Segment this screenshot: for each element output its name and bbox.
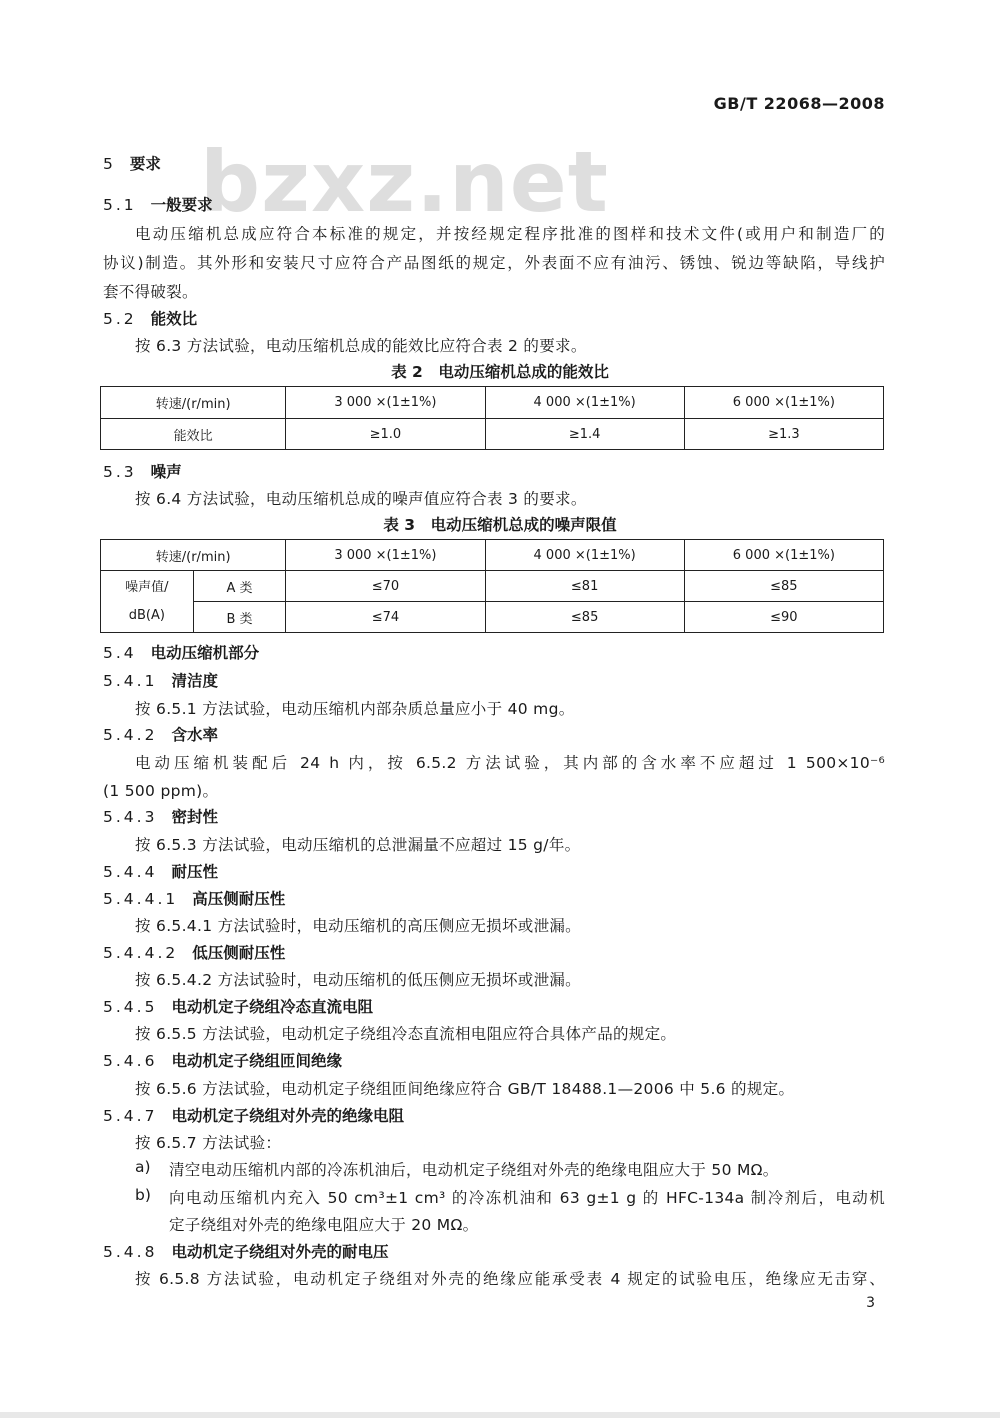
table-cell: ≤90 <box>684 602 883 633</box>
section-title: 电动压缩机部分 <box>150 644 260 662</box>
section-title: 清洁度 <box>171 672 218 690</box>
section-title: 高压侧耐压性 <box>192 890 286 908</box>
section-title: 密封性 <box>171 808 218 826</box>
section-5-4-4-2-heading <box>103 941 285 963</box>
section-title: 耐压性 <box>171 863 218 881</box>
section-title: 要求 <box>129 155 161 173</box>
table-cell: ≥1.4 <box>485 419 684 450</box>
section-5-4-1-heading <box>103 669 218 691</box>
table-3 <box>100 539 884 633</box>
table-row-label: B 类 <box>193 602 286 633</box>
section-number: 5.4.6 <box>103 1052 158 1070</box>
paragraph: 电动压缩机装配后 24 h 内，按 6.5.2 方法试验，其内部的含水率不应超过 1 500×10⁻⁶ <box>135 754 885 772</box>
section-title: 含水率 <box>171 726 218 744</box>
paragraph: 按 6.3 方法试验，电动压缩机总成的能效比应符合表 2 的要求。 <box>135 337 587 355</box>
section-5-3-heading <box>103 460 182 482</box>
section-5-4-5-heading <box>103 995 373 1017</box>
paragraph: 按 6.5.4.1 方法试验时，电动压缩机的高压侧应无损坏或泄漏。 <box>135 917 581 935</box>
section-number: 5.4.5 <box>103 998 158 1016</box>
section-5-heading <box>103 152 161 174</box>
section-5-4-4-1-heading <box>103 887 285 909</box>
table-header-cell: 转速/(r/min) <box>101 387 286 419</box>
group-label-line: 噪声值/ <box>125 579 169 595</box>
table-header-cell: 3 000 ×(1±1%) <box>286 540 485 571</box>
section-5-4-7-heading <box>103 1104 404 1126</box>
list-item-text: 向电动压缩机内充入 50 cm³±1 cm³ 的冷冻机油和 63 g±1 g 的 HFC-134a 制冷剂后，电动机 <box>169 1189 885 1207</box>
section-5-4-8-heading <box>103 1240 388 1262</box>
watermark: bzxz.net <box>200 133 609 231</box>
list-item-text: 清空电动压缩机内部的冷冻机油后，电动机定子绕组对外壳的绝缘电阻应大于 50 MΩ。 <box>169 1161 779 1179</box>
section-title: 电动机定子绕组匝间绝缘 <box>171 1052 342 1070</box>
section-5-4-3-heading <box>103 805 218 827</box>
paragraph: 按 6.5.3 方法试验，电动压缩机的总泄漏量不应超过 15 g/年。 <box>135 836 581 854</box>
paragraph: 电动压缩机总成应符合本标准的规定，并按经规定程序批准的图样和技术文件(或用户和制造厂的 <box>135 225 885 243</box>
table-header-cell: 转速/(r/min) <box>101 540 286 571</box>
paragraph: 按 6.5.1 方法试验，电动压缩机内部杂质总量应小于 40 mg。 <box>135 700 575 718</box>
table-2-caption: 表 2 电动压缩机总成的能效比 <box>391 363 609 381</box>
paragraph: 按 6.5.7 方法试验： <box>135 1134 282 1152</box>
section-number: 5 <box>103 155 116 173</box>
table-row-label: A 类 <box>193 571 286 602</box>
paragraph: 协议)制造。其外形和安装尺寸应符合产品图纸的规定，外表面不应有油污、锈蚀、锐边等缺陷，导线护 <box>103 254 885 272</box>
table-cell: ≤85 <box>684 571 883 602</box>
section-5-1-heading <box>103 193 213 215</box>
section-5-2-heading <box>103 307 197 329</box>
section-number: 5.2 <box>103 310 137 328</box>
section-title: 噪声 <box>150 463 182 481</box>
table-cell: ≤74 <box>286 602 485 633</box>
paragraph: 按 6.5.8 方法试验，电动机定子绕组对外壳的绝缘应能承受表 4 规定的试验电压，绝缘应无击穿、 <box>135 1270 885 1288</box>
section-title: 一般要求 <box>150 196 213 214</box>
section-title: 电动机定子绕组对外壳的绝缘电阻 <box>171 1107 404 1125</box>
list-marker: a) <box>135 1158 151 1176</box>
section-5-4-2-heading <box>103 723 218 745</box>
section-number: 5.4.8 <box>103 1243 158 1261</box>
table-cell: ≥1.0 <box>286 419 485 450</box>
section-title: 电动机定子绕组对外壳的耐电压 <box>171 1243 389 1261</box>
section-number: 5.1 <box>103 196 137 214</box>
section-number: 5.4.4.2 <box>103 944 179 962</box>
table-header-cell: 6 000 ×(1±1%) <box>684 387 883 419</box>
section-5-4-6-heading <box>103 1049 342 1071</box>
scan-edge <box>0 1412 1000 1418</box>
section-number: 5.4.4.1 <box>103 890 179 908</box>
section-number: 5.4 <box>103 644 137 662</box>
page-number: 3 <box>866 1295 875 1311</box>
table-cell: ≥1.3 <box>684 419 883 450</box>
section-5-4-4-heading <box>103 860 218 882</box>
standard-number: GB/T 22068—2008 <box>713 94 885 113</box>
table-cell: ≤81 <box>485 571 684 602</box>
section-title: 能效比 <box>150 310 198 328</box>
table-group-label <box>101 571 194 633</box>
section-title: 电动机定子绕组冷态直流电阻 <box>171 998 373 1016</box>
table-2 <box>100 386 884 450</box>
paragraph: 按 6.5.6 方法试验，电动机定子绕组匝间绝缘应符合 GB/T 18488.1—2006 中 5.6 的规定。 <box>135 1080 795 1098</box>
table-cell: ≤85 <box>485 602 684 633</box>
paragraph: 按 6.5.5 方法试验，电动机定子绕组冷态直流相电阻应符合具体产品的规定。 <box>135 1025 677 1043</box>
paragraph: 套不得破裂。 <box>103 283 198 301</box>
section-number: 5.4.1 <box>103 672 158 690</box>
table-header-cell: 4 000 ×(1±1%) <box>485 387 684 419</box>
paragraph: (1 500 ppm)。 <box>103 782 219 800</box>
section-number: 5.4.7 <box>103 1107 158 1125</box>
paragraph: 按 6.4 方法试验，电动压缩机总成的噪声值应符合表 3 的要求。 <box>135 490 587 508</box>
table-header-cell: 6 000 ×(1±1%) <box>684 540 883 571</box>
table-header-cell: 3 000 ×(1±1%) <box>286 387 485 419</box>
list-marker: b) <box>135 1186 151 1204</box>
section-number: 5.4.3 <box>103 808 158 826</box>
paragraph: 按 6.5.4.2 方法试验时，电动压缩机的低压侧应无损坏或泄漏。 <box>135 971 581 989</box>
section-title: 低压侧耐压性 <box>192 944 286 962</box>
table-3-caption: 表 3 电动压缩机总成的噪声限值 <box>383 516 617 534</box>
table-cell: ≤70 <box>286 571 485 602</box>
group-label-line: dB(A) <box>128 607 165 623</box>
table-row-label: 能效比 <box>101 419 286 450</box>
section-number: 5.3 <box>103 463 137 481</box>
section-number: 5.4.4 <box>103 863 158 881</box>
section-5-4-heading <box>103 641 259 663</box>
list-item-text: 定子绕组对外壳的绝缘电阻应大于 20 MΩ。 <box>169 1216 479 1234</box>
table-header-cell: 4 000 ×(1±1%) <box>485 540 684 571</box>
section-number: 5.4.2 <box>103 726 158 744</box>
